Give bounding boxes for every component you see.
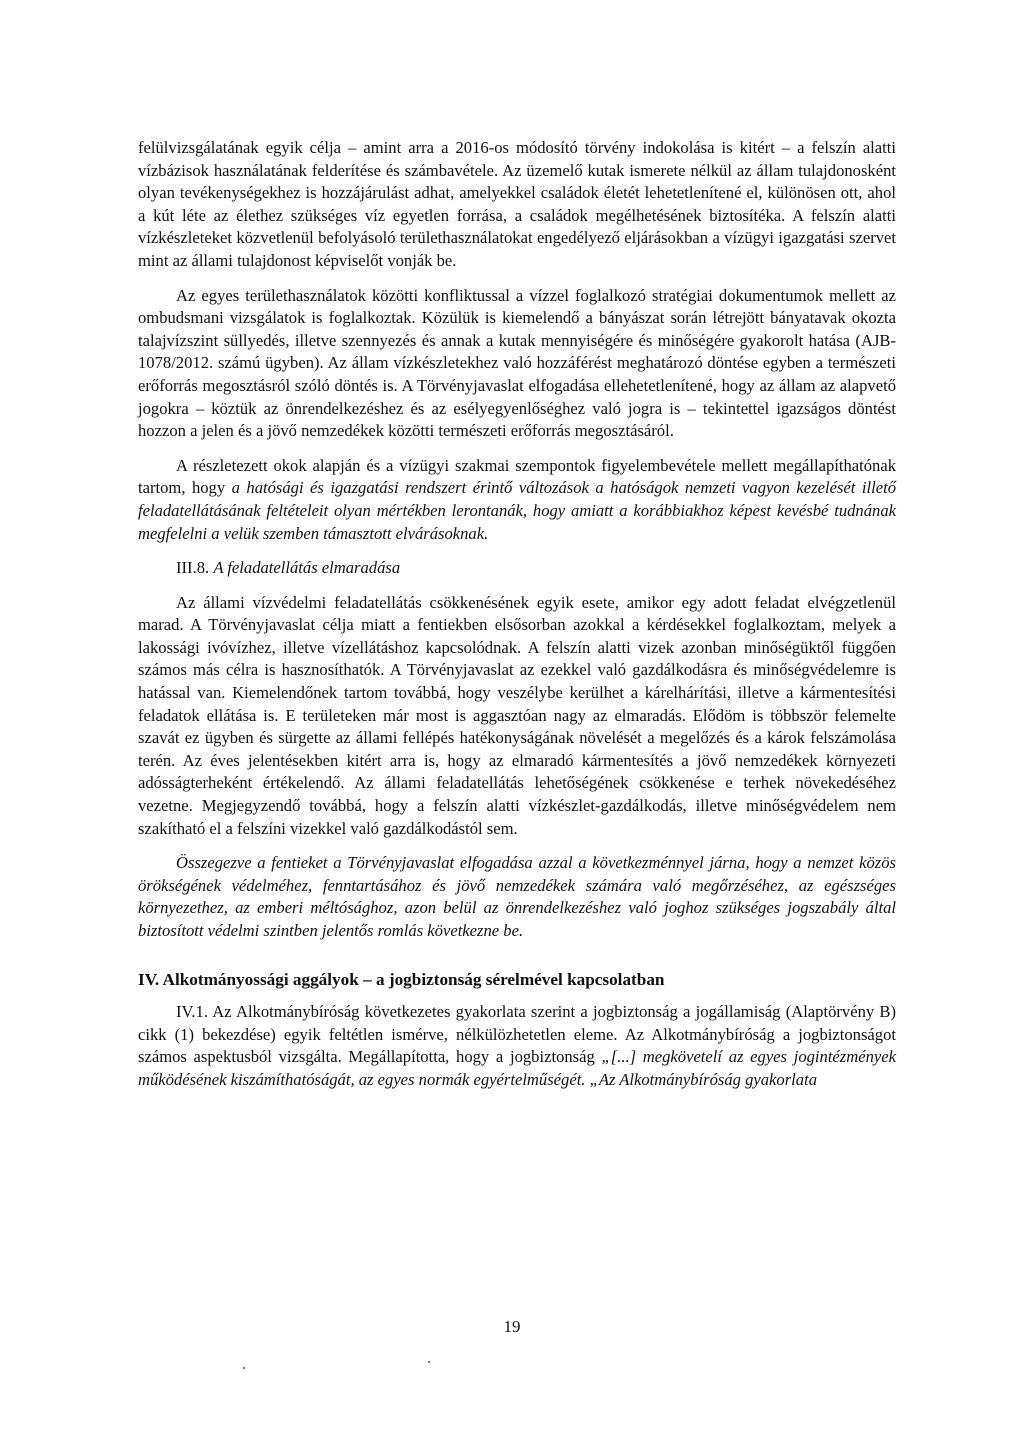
paragraph-6-italic-text: „[...] megkövetelí az egyes jogintézmények működésének kiszámíthatóságát, az egyes normák egyértelműségét. „Az Alkotmánybíróság gyakorlata xyxy=(138,1047,896,1089)
paragraph-2: Az egyes területhasználatok közötti konfliktussal a vízzel foglalkozó stratégiai dokumentumok mellett az ombudsmani vizsgálatok is foglalkoztak. Közülük is kiemelendő a bányászat során létrejött bányatavak okozta talajvízszint süllyedés, illetve szennyezés és annak a kutak mennyiségére és minőségére gyakorolt hatása (AJB-1078/2012. számú ügyben). Az állam vízkészletekhez való hozzáférést meghatározó döntése egyben a természeti erőforrás megosztásról szóló döntés is. A Törvényjavaslat elfogadása ellehetetlenítené, hogy az állam az alapvető jogokra – köztük az önrendelkezéshez és az esélyegyenlőséghez való jogra is – tekintettel igazságos döntést hozzon a jelen és a jövő nemzedékek közötti természeti erőforrás megosztásáról. xyxy=(138,285,896,441)
subsection-heading xyxy=(138,557,896,580)
paragraph-6 xyxy=(138,1001,896,1091)
paragraph-3 xyxy=(138,455,896,545)
page-body xyxy=(138,137,896,1104)
paragraph-6-text: IV.1. Az Alkotmánybíróság következetes gyakorlata szerint a jogbiztonság a jogállamiság (Alaptörvény B) cikk (1) bekezdése) egyik feltétlen ismérve, nélkülözhetetlen eleme. Az Alkotmánybíróság a jogbiztonságot számos aspektusból vizsgálta. Megállapította, hogy a jogbiztonság xyxy=(138,1002,896,1067)
paragraph-1: felülvizsgálatának egyik célja – amint arra a 2016-os módosító törvény indokolása is kitért – a felszín alatti vízbázisok használatának felderítése és számbavétele. Az üzemelő kutak ismerete nélkül az állam tulajdonosként olyan tevékenységekhez is hozzájárulást adhat, amelyekkel családok életét lehetetlenítené el, különösen ott, ahol a kút léte az élethez szükséges víz egyetlen forrása, a családok megélhetésének biztosítéka. A felszín alatti vízkészleteket közvetlenül befolyásoló területhasználatokat engedélyező eljárásokban a vízügyi igazgatási szervet mint az állami tulajdonost képviselőt vonják be. xyxy=(138,138,896,270)
section-heading: IV. Alkotmányossági aggályok – a jogbiztonság sérelmével kapcsolatban xyxy=(138,969,665,989)
scan-speck xyxy=(243,1367,245,1369)
paragraph-3-italic-text: a hatósági és igazgatási rendszert érintő változások a hatóságok nemzeti vagyon kezelését illető feladatellátásának feltételeit olyan mértékben lerontanák, hogy amiatt a korábbiakhoz képest kevésbé tudnának megfelelni a velük szemben támasztott elvárásoknak. xyxy=(138,478,896,543)
scan-speck xyxy=(428,1361,430,1363)
paragraph-3-text: A részletezett okok alapján és a vízügyi szakmai szempontok figyelembevétele mellett megállapíthatónak tartom, hogy xyxy=(138,455,896,498)
subsection-number: III.8. xyxy=(176,558,214,578)
subsection-title: A feladatellátás elmaradása xyxy=(213,558,401,578)
paragraph-5-summary: Összegezve a fentieket a Törvényjavaslat elfogadása azzal a következménnyel járna, hogy a nemzet közös örökségének védelméhez, fenntartásához és jövő nemzedékek számára való megőrzéséhez, az egészséges környezethez, az emberi méltósághoz, azon belül az önrendelkezéshez való joghoz szükséges jogszabály által biztosított védelmi szintben jelentős romlás következne be. xyxy=(138,853,896,940)
paragraph-4: Az állami vízvédelmi feladatellátás csökkenésének egyik esete, amikor egy adott feladat elvégzetlenül marad. A Törvényjavaslat célja miatt a fentiekben elsősorban azokkal a kérdésekkel foglalkoztam, melyek a lakossági ivóvízhez, illetve vízellátáshoz kapcsolódnak. A felszín alatti vizek azonban minőségüktől függően számos más célra is hasznosíthatók. A Törvényjavaslat az ezekkel való gazdálkodásra és minőségvédelemre is hatással van. Kiemelendőnek tartom továbbá, hogy veszélybe kerülhet a kárelhárítási, illetve a kármentesítési feladatok ellátása is. E területeken már most is aggasztóan nagy az elmaradás. Elődöm is többször felemelte szavát ez ügyben és sürgette az állami fellépés hatékonyságának növelését a megelőzés és a károk felszámolása terén. Az éves jelentésekben kitért arra is, hogy az elmaradó kármentesítés a jövő nemzedékek környezeti adósságterheként értékelendő. Az állami feladatellátás lehetőségének csökkenése e terhek növekedéséhez vezetne. Megjegyzendő továbbá, hogy a felszín alatti vízkészlet-gazdálkodás, illetve minőségvédelem nem szakítható el a felszíni vizekkel való gazdálkodástól sem. xyxy=(138,592,896,838)
page-number: 19 xyxy=(503,1317,521,1336)
